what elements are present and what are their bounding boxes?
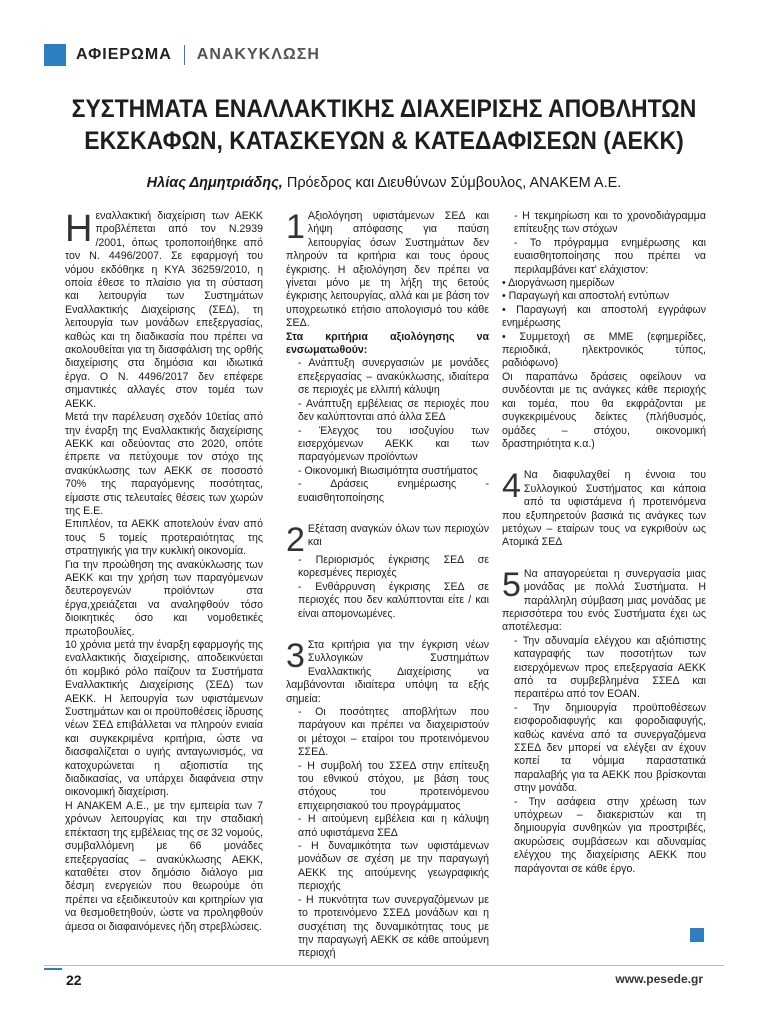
list-item: - Οικονομική Βιωσιμότητα συστήματος (298, 464, 478, 477)
drop-cap: Η (65, 208, 93, 250)
point-5 (502, 565, 706, 635)
paragraph-text: εναλλακτική διαχείριση των ΑΕΚΚ προβλέπεται από τον Ν.2939 /2001, όπως τροποποιήθηκε από τον Ν. 4496/2007. Σε εφαρμογή του νόμου εκδόθηκε η ΚΥΑ 36259/2010, η οποία έθεσε το πλαίσιο για τη σύσταση και λειτουργία των Συστημάτων Εναλλακτικής Διαχείρισης (ΣΕΔ), τη λειτουργία των μονάδων επεξεργασίας, καθώς και τη διαδικασία που πρέπει να ακολουθείται για τη διασφάλιση της ορθής διαχείρισης στα δημόσια και ιδιωτικά έργα. Ο Ν. 4496/2017 δεν επέφερε σημαντικές αλλαγές στον τομέα των ΑΕΚΚ. (65, 210, 263, 410)
paragraph: Για την προώθηση της ανακύκλωσης των ΑΕΚΚ και την χρήση των παραγόμενων δευτερογενών προϊόντων στα έργα,χρειάζεται να αναληφθούν τόσο διοικητικές όσο και νομοθετικές πρωτοβουλίες. (65, 558, 263, 638)
website-link[interactable]: www.pesede.gr (615, 972, 703, 986)
point-number: 2 (286, 520, 305, 559)
bullet-item: • Συμμετοχή σε ΜΜΕ (εφημερίδες, περιοδικά, ηλεκτρονικός τύπος, ραδιόφωνο) (502, 330, 706, 370)
paragraph: Η ΑΝΑΚΕΜ Α.Ε., με την εμπειρία των 7 χρόνων λειτουργίας και την σταδιακή επέκταση της εμβέλειας της σε 32 νομούς, συμβαλλόμενη με 66 μονάδες επεξεργασίας – ανακύκλωσης ΑΕΚΚ, καταθέτει στον δημόσιο διάλογο μια δέσμη ενεργειών που θεωρούμε ότι πρέπει να εξειδικευτούν και κριτηρίων για να θεσμοθετηθούν, ώστε να προληφθούν άμεσα οι διαφαινόμενες ήδη στρεβλώσεις. (65, 799, 263, 933)
list-item: - Ενθάρρυνση έγκρισης ΣΕΔ σε περιοχές που δεν καλύπτονται είτε / και είναι απομονωμένες. (298, 580, 489, 620)
point-1 (286, 210, 489, 331)
point-number: 4 (502, 467, 521, 506)
point-text: Να διαφυλαχθεί η έννοια του Συλλογικού Συστήματος και κάποια από τα υφιστάμενα ή προτεινόμενα που εξυπηρετούν βασικά τις ανάγκες των μετόχων – εταίρων τους να εγκριθούν ως Ατομικά ΣΕΔ (502, 469, 706, 549)
column-3 (502, 210, 706, 876)
point-text: Στα κριτήρια για την έγκριση νέων Συλλογικών Συστημάτων Εναλλακτικής Διαχείρισης να λαμβάνονται ιδιαίτερα υπόψη τα εξής σημεία: (286, 638, 489, 705)
list-item: - Οι ποσότητες αποβλήτων που παράγουν και πρέπει να διαχειριστούν οι μέτοχοι – εταίροι του προτεινόμενου ΣΣΕΔ. (298, 706, 489, 759)
list-item: - Η συμβολή του ΣΣΕΔ στην επίτευξη του εθνικού στόχου, με βάση τους στόχους του προτεινόμενου επιχειρησιακού του προγράμματος (298, 759, 489, 812)
list-item: - Ανάπτυξη εμβέλειας σε περιοχές που δεν καλύπτονται από άλλα ΣΕΔ (298, 397, 489, 424)
section-marker-icon (44, 44, 66, 66)
point-text: Να απαγορεύεται η συνεργασία μιας μονάδας με πολλά Συστήματα. Η παράλληλη σύμβαση μιας μονάδας με περισσότερα του ενός Συστήματα έχει ως αποτέλεσμα: (502, 567, 706, 634)
paragraph: Επιπλέον, τα ΑΕΚΚ αποτελούν έναν από τους 5 τομείς προτεραιότητας της στρατηγικής για την κυκλική οικονομία. (65, 518, 263, 558)
article-title (68, 93, 701, 157)
section-label: ΑΦΙΕΡΩΜΑ (76, 46, 172, 63)
point-text: Εξέταση αναγκών όλων των περιοχών και (307, 522, 489, 549)
list-item: - Δράσεις ενημέρωσης - ευαισθητοποίησης (298, 478, 489, 504)
footer-divider (44, 965, 724, 966)
author-byline (40, 175, 728, 191)
end-of-article-icon (690, 928, 704, 942)
list-item: - Έλεγχος του ισοζυγίου των εισερχόμενων ΑΕΚΚ και των παραγόμενων προϊόντων (298, 424, 489, 464)
point-text: Αξιολόγηση υφιστάμενων ΣΕΔ και λήψη απόφασης για παύση λειτουργίας όσων Συστημάτων δεν πληρούν τα κριτήρια και τους όρους έγκρισης. Η αξιολόγηση δεν πρέπει να γίνεται μόνο με τη λήξη της 6ετούς έγκρισης λειτουργίας, αλλά και με βάση τον υποχρεωτικό ετήσιο απολογισμό του κάθε ΣΕΔ. (286, 210, 489, 330)
list-item: - Περιορισμός έγκρισης ΣΕΔ σε κορεσμένες περιοχές (298, 553, 489, 580)
point-3 (286, 636, 489, 706)
list-item: - Την ασάφεια στην χρέωση των υπόχρεων – διακεριστών και τη δημιουργία συνθηκών για προστριβές, ακυρώσεις συμβάσεων και αδυναμίας ελέγχου της διαχείρισης ΑΕΚΚ που παράγονται σε κάθε έργο. (514, 795, 706, 875)
list-item: - Την αδυναμία ελέγχου και αξιόπιστης καταγραφής των ποσοτήτων των εισερχόμενων προς επεξεργασία ΑΕΚΚ από τα συμβεβλημένα ΣΣΕΔ και περαιτέρω από τον ΕΟΑΝ. (514, 634, 706, 701)
author-role: Πρόεδρος και Διευθύνων Σύμβουλος, ΑΝΑΚΕΜ Α.Ε. (282, 175, 622, 191)
page-marker (44, 968, 62, 970)
paragraph: Οι παραπάνω δράσεις οφείλουν να συνδέονται με τις ανάγκες κάθε περιοχής και τομέα, που θα εκφράζονται με συγκεκριμένους δείκτες (πλήθυσμός, ομάδες – στόχου, οικονομική δραστηριότητα κ.α.) (502, 370, 706, 450)
header-divider (184, 45, 185, 65)
paragraph-intro (65, 210, 263, 411)
point-2 (286, 520, 489, 559)
bullet-item: • Παραγωγή και αποστολή εγγράφων ενημέρωσης (502, 303, 706, 330)
section-header (44, 44, 320, 66)
column-2 (286, 210, 489, 961)
title-line-2: ΕΚΣΚΑΦΩΝ, ΚΑΤΑΣΚΕΥΩΝ & ΚΑΤΕΔΑΦΙΣΕΩΝ (ΑΕΚΚ) (84, 127, 684, 155)
bullet-item: • Παραγωγή και αποστολή εντύπων (502, 290, 670, 303)
list-item: - Η δυναμικότητα των υφιστάμενων μονάδων σε σχέση με την παραγωγή ΑΕΚΚ της αιτούμενης γεωγραφικής περιοχής (298, 840, 489, 893)
list-item: - Η πυκνότητα των συνεργαζόμενων με το προτεινόμενο ΣΣΕΔ μονάδων και η συσχέτιση της δυναμικότητας τους με την παραγωγή ΑΕΚΚ σε κάθε αιτούμενη περιοχή (298, 893, 489, 960)
list-item: - Το πρόγραμμα ενημέρωσης και ευαισθητοποίησης που πρέπει να περιλαμβάνει κατ' ελάχιστον: (514, 236, 706, 276)
paragraph: Μετά την παρέλευση σχεδόν 10ετίας από την έναρξη της Εναλλακτικής διαχείρισης ΑΕΚΚ και οδεύοντας στο 2020, οπότε έπρεπε να πετύχουμε τον στόχο της ανακύκλωσης των ΑΕΚΚ σε ποσοστό 70% της παραγόμενης ποσότητας, είμαστε στις τελευταίες θέσεις των χωρών της Ε.Ε. (65, 411, 263, 517)
column-1 (65, 210, 263, 934)
page-number: 22 (66, 972, 82, 988)
list-item: - Την δημιουργία προϋποθέσεων εισφοροδιαφυγής και φοροδιαφυγής, καθώς κανένα από τα συνεργαζόμενα ΣΣΕΔ δεν μπορεί να ελέγξει αν έχουν κοπεί τα νόμιμα παραστατικά παραλαβής για τα ΑΕΚΚ που βρίσκονται στην μονάδα. (514, 701, 706, 795)
author-name: Ηλίας Δημητριάδης, (146, 175, 283, 191)
paragraph: 10 χρόνια μετά την έναρξη εφαρμογής της εναλλακτικής διαχείρισης, αποδεικνύεται ότι κομβικό ρόλο παίζουν τα Συστήματα Εναλλακτικής Διαχείρισης (ΣΕΔ) των ΑΕΚΚ. Η λειτουργία των υφιστάμενων Συστημάτων και οι προϋποθέσεις ίδρυσης νέων ΣΕΔ επιβάλλεται να πληρούν ενιαία και συγκεκριμένα κριτήρια, ώστε να διασφαλίζεται ο υγιής ανταγωνισμός, να κατοχυρώνεται η αξιοπιστία της διαδικασίας, να υπάρχει διαφάνεια στην οικονομική διαχείριση. (65, 639, 263, 799)
list-item: - Ανάπτυξη συνεργασιών με μονάδες επεξεργασίας – ανακύκλωσης, ιδιαίτερα σε περιοχές με ελλιπή κάλυψη (298, 357, 489, 397)
list-item: - Η αιτούμενη εμβέλεια και η κάλυψη από υφιστάμενα ΣΕΔ (298, 813, 489, 839)
point-number: 1 (286, 208, 305, 246)
bullet-item: • Διοργάνωση ημερίδων (502, 277, 615, 290)
point-number: 3 (286, 636, 305, 675)
point-number: 5 (502, 565, 521, 604)
list-item: - Η τεκμηρίωση και το χρονοδιάγραμμα επίτευξης των στόχων (514, 210, 706, 236)
point-4 (502, 469, 706, 549)
title-line-1: ΣΥΣΤΗΜΑΤΑ ΕΝΑΛΛΑΚΤΙΚΗΣ ΔΙΑΧΕΙΡΙΣΗΣ ΑΠΟΒΛΗΤΩΝ (71, 95, 697, 123)
subsection-label: ΑΝΑΚΥΚΛΩΣΗ (196, 46, 320, 63)
criteria-heading: Στα κριτήρια αξιολόγησης να ενσωματωθούν: (286, 330, 489, 357)
